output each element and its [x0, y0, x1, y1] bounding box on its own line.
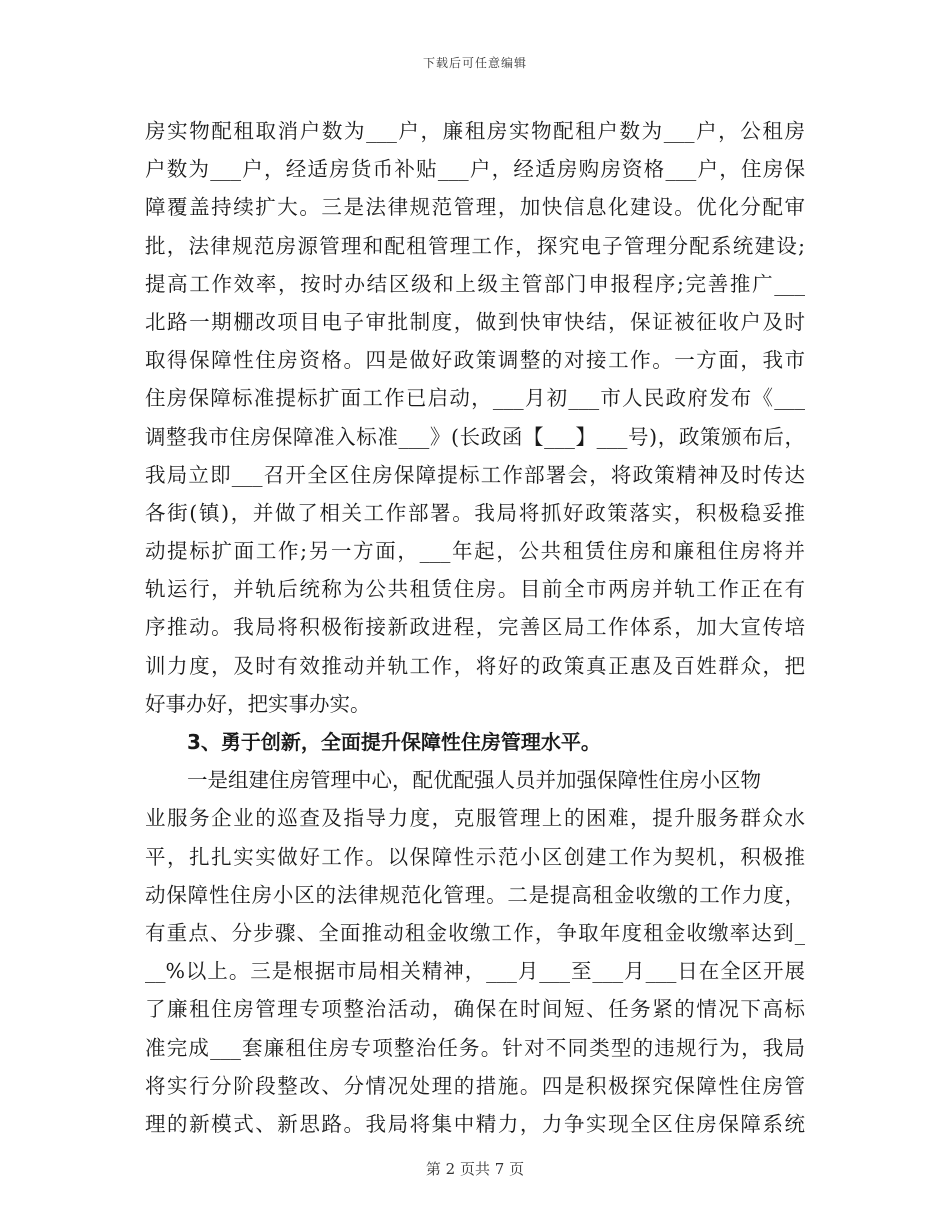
text-line: 训力度，及时有效推动并轨工作，将好的政策真正惠及百姓群众，把 — [145, 653, 805, 678]
text-line: 障覆盖持续扩大。三是法律规范管理，加快信息化建设。优化分配审 — [145, 195, 805, 220]
text-line: 北路一期棚改项目电子审批制度，做到快审快结，保证被征收户及时 — [145, 309, 805, 334]
text-line: 动保障性住房小区的法律规范化管理。二是提高租金收缴的工作力度， — [145, 882, 805, 907]
text-line: 一是组建住房管理中心，配优配强人员并加强保障性住房小区物 — [187, 768, 761, 793]
text-line: 准完成___套廉租住房专项整治任务。针对不同类型的违规行为，我局 — [145, 1035, 805, 1060]
text-line: 住房保障标准提标扩面工作已启动，___月初___市人民政府发布《___ — [145, 386, 805, 411]
text-line: 好事办好，把实事办实。 — [145, 691, 371, 716]
section-heading: 3、勇于创新，全面提升保障性住房管理水平。 — [187, 730, 601, 754]
text-line: 提高工作效率，按时办结区级和上级主管部门申报程序;完善推广___ — [145, 271, 805, 296]
text-line: 有重点、分步骤、全面推动租金收缴工作，争取年度租金收缴率达到_ — [145, 920, 805, 945]
text-line: 批，法律规范房源管理和配租管理工作，探究电子管理分配系统建设; — [145, 233, 805, 258]
text-line: 动提标扩面工作;另一方面，___年起，公共租赁住房和廉租住房将并 — [145, 539, 805, 564]
text-line: 调整我市住房保障准入标准___》(长政函【___】___号)，政策颁布后， — [145, 424, 805, 449]
text-line: 平，扎扎实实做好工作。以保障性示范小区创建工作为契机，积极推 — [145, 844, 805, 869]
text-line: 各街(镇)，并做了相关工作部署。我局将抓好政策落实，积极稳妥推 — [145, 500, 805, 525]
text-line: 序推动。我局将积极衔接新政进程，完善区局工作体系，加大宣传培 — [145, 615, 805, 640]
text-line: 取得保障性住房资格。四是做好政策调整的对接工作。一方面，我市 — [145, 348, 805, 373]
text-line: __%以上。三是根据市局相关精神，___月___至___月___日在全区开展 — [145, 959, 805, 984]
page-number: 第 2 页共 7 页 — [425, 1160, 525, 1178]
text-line: 将实行分阶段整改、分情况处理的措施。四是积极探究保障性住房管 — [145, 1073, 805, 1098]
text-line: 理的新模式、新思路。我局将集中精力，力争实现全区住房保障系统 — [145, 1111, 805, 1136]
text-line: 业服务企业的巡查及指导力度，克服管理上的困难，提升服务群众水 — [145, 806, 805, 831]
text-line: 了廉租住房管理专项整治活动，确保在时间短、任务紧的情况下高标 — [145, 997, 805, 1022]
text-line: 户数为___户，经适房货币补贴___户，经适房购房资格___户，住房保 — [145, 157, 805, 182]
text-line: 房实物配租取消户数为___户，廉租房实物配租户数为___户，公租房 — [145, 119, 805, 143]
page-header: 下载后可任意编辑 — [422, 56, 527, 70]
text-line: 轨运行，并轨后统称为公共租赁住房。目前全市两房并轨工作正在有 — [145, 577, 805, 602]
text-line: 我局立即___召开全区住房保障提标工作部署会，将政策精神及时传达 — [145, 462, 805, 487]
document-body — [145, 112, 805, 1143]
